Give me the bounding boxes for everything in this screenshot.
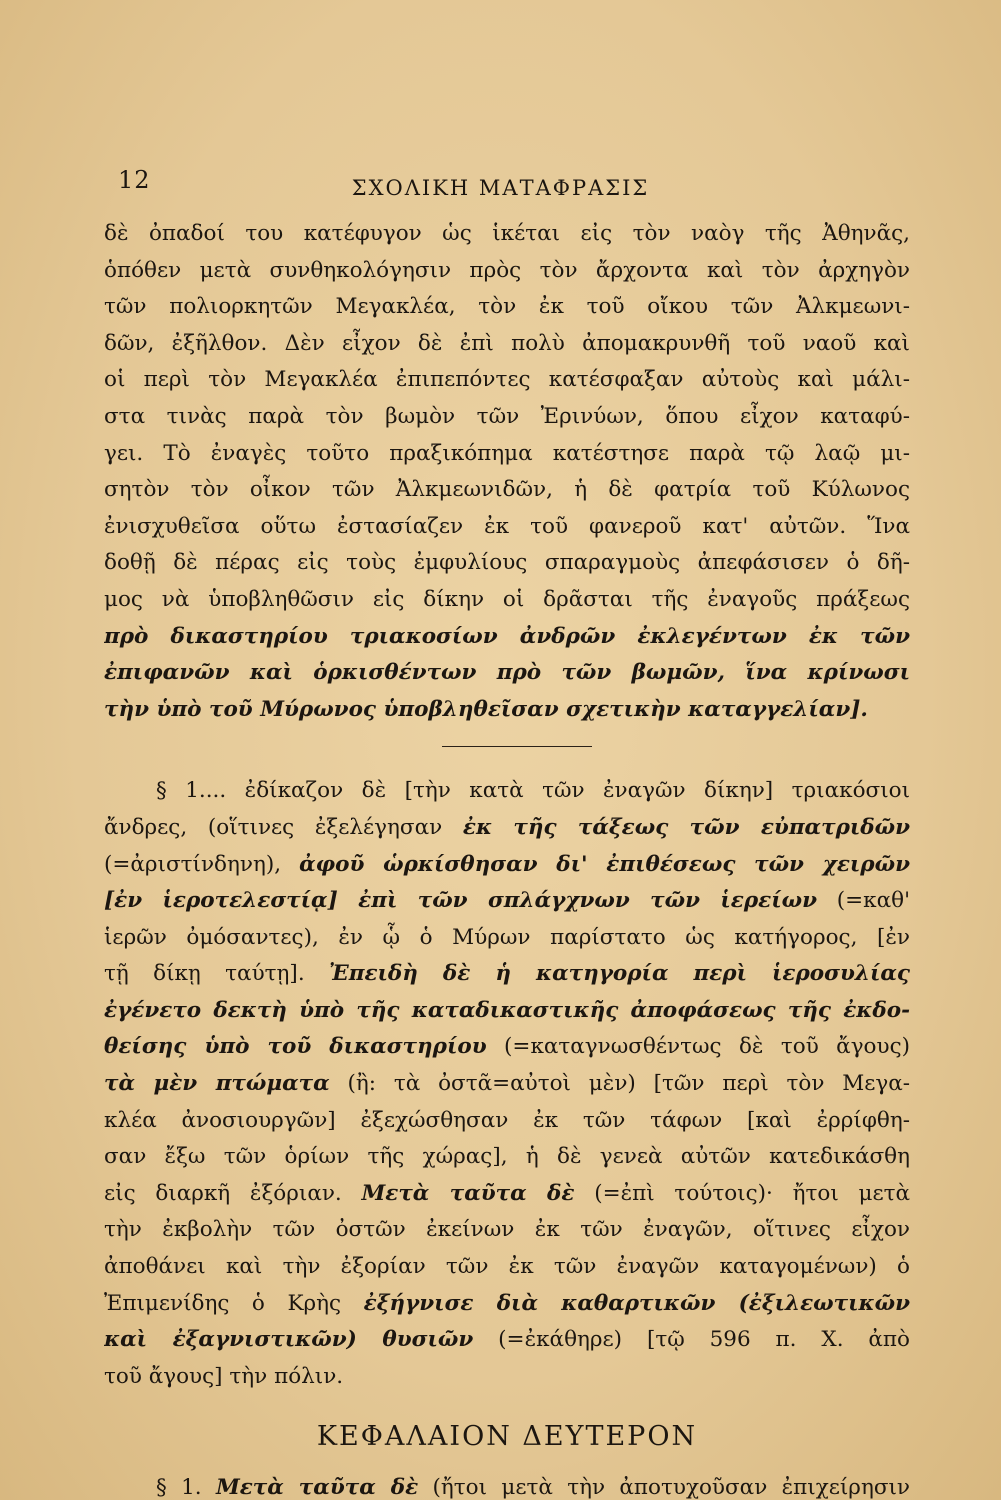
text-line [104, 692, 910, 729]
page-number: 12 [118, 166, 151, 194]
text-segment: (ἤτοι μετὰ τὴν ἀποτυχοῦσαν ἐπιχείρησιν [418, 1475, 910, 1500]
text-line [104, 883, 910, 920]
text-segment: (=ἐκάθηρε) [τῷ 596 π. Χ. ἀπὸ [473, 1327, 910, 1353]
emphasized-text: ἐξήγνισε διὰ καθαρτικῶν (ἐξιλεωτικῶν [363, 1290, 910, 1316]
text-line [104, 1139, 910, 1176]
running-head: ΣΧΟΛΙΚΗ ΜΑΤΑΦΡΑΣΙΣ [351, 176, 650, 200]
text-segment: κλέα ἀνοσιουργῶν] ἐξεχώσθησαν ἐκ τῶν τάφων [καὶ ἐρρίφθη- [104, 1107, 910, 1133]
text-segment: ἄνδρες, (οἵτινες ἐξελέγησαν [104, 814, 463, 840]
text-segment: οἱ περὶ τὸν Μεγακλέα ἐπιπεπόντες κατέσφαξαν αὐτοὺς καὶ μάλι- [104, 367, 910, 393]
emphasized-text: Μετὰ ταῦτα δὲ [361, 1180, 575, 1206]
emphasized-text: θείσης ὑπὸ τοῦ δικαστηρίου [104, 1034, 487, 1060]
emphasized-text: ἐπιφανῶν καὶ ὁρκισθέντων πρὸ τῶν βωμῶν, ἵνα κρίνωσι [104, 660, 910, 686]
text-segment: (=καθ' [817, 888, 910, 914]
text-segment: μος νὰ ὑποβληθῶσιν εἰς δίκην οἱ δρᾶσται τῆς ἐναγοῦς πράξεως [104, 586, 910, 612]
text-segment: γει. Τὸ ἐναγὲς τοῦτο πραξικόπημα κατέστησε παρὰ τῷ λαῷ μι- [104, 440, 910, 466]
text-line [104, 399, 910, 436]
text-line [104, 289, 910, 326]
text-line [104, 326, 910, 363]
text-segment: (=ἐπὶ τούτοις)· ἤτοι μετὰ [574, 1180, 910, 1206]
text-line [104, 436, 910, 473]
text-segment: ἱερῶν ὀμόσαντες), ἐν ᾧ ὁ Μύρων παρίστατο ὡς κατήγορος, [ἐν [104, 924, 910, 950]
text-segment: τῶν πολιορκητῶν Μεγακλέα, τὸν ἐκ τοῦ οἴκου τῶν Ἀλκμεωνι- [104, 294, 910, 320]
text-line [104, 509, 910, 546]
text-line [104, 1322, 910, 1359]
text-line [104, 1066, 910, 1103]
text-segment: ὁπόθεν μετὰ συνθηκολόγησιν πρὸς τὸν ἄρχοντα καὶ τὸν ἀρχηγὸν [104, 257, 910, 283]
text-segment: δοθῇ δὲ πέρας εἰς τοὺς ἐμφυλίους σπαραγμοὺς ἀπεφάσισεν ὁ δῆ- [104, 550, 910, 576]
text-line [104, 920, 910, 957]
text-line [104, 956, 910, 993]
section-1-paragraph [104, 216, 910, 728]
emphasized-text: πρὸ δικαστηρίου τριακοσίων ἀνδρῶν ἐκλεγέντων ἐκ τῶν [104, 623, 910, 649]
text-line [104, 582, 910, 619]
text-segment: τοῦ ἄγους] τὴν πόλιν. [104, 1363, 344, 1389]
emphasized-text: τὰ μὲν πτώματα [104, 1071, 330, 1097]
text-line [104, 1212, 910, 1249]
text-segment: (=ἀριστίνδηνη), [104, 851, 300, 877]
body-text [104, 216, 910, 1500]
chapter-heading: ΚΕΦΑΛΑΙΟΝ ΔΕΥΤΕΡΟΝ [316, 1421, 698, 1453]
text-segment: εἰς διαρκῆ ἐξόριαν. [104, 1180, 362, 1206]
text-line [104, 1103, 910, 1140]
text-segment: ἀποθάνει καὶ τὴν ἐξορίαν τῶν ἐκ τῶν ἐναγῶν καταγομένων) ὁ [104, 1254, 910, 1280]
text-line [104, 993, 910, 1030]
text-line [104, 810, 910, 847]
text-segment: Ἐπιμενίδης ὁ Κρὴς [104, 1290, 364, 1316]
chapter-paragraph [104, 1470, 910, 1500]
text-line [104, 216, 910, 253]
emphasized-text: καὶ ἐξαγνιστικῶν) θυσιῶν [104, 1327, 474, 1353]
text-segment: § 1. [156, 1475, 216, 1500]
text-segment: ἐνισχυθεῖσα οὕτω ἐστασίαζεν ἐκ τοῦ φανεροῦ κατ' αὐτῶν. Ἵνα [104, 513, 910, 539]
emphasized-text: τὴν ὑπὸ τοῦ Μύρωνος ὑποβληθεῖσαν σχετικὴν καταγγελίαν]. [104, 696, 868, 722]
text-segment: σητὸν τὸν οἶκον τῶν Ἀλκμεωνιδῶν, ἡ δὲ φατρία τοῦ Κύλωνος [104, 477, 910, 503]
emphasized-text: Μετὰ ταῦτα δὲ [215, 1475, 419, 1500]
emphasized-text: ἐγένετο δεκτὴ ὑπὸ τῆς καταδικαστικῆς ἀποφάσεως τῆς ἐκδο- [104, 997, 910, 1023]
emphasized-text: Ἐπειδὴ δὲ ἡ κατηγορία περὶ ἱεροσυλίας [329, 961, 910, 987]
text-line [104, 773, 910, 810]
emphasized-text: ἀφοῦ ὡρκίσθησαν δι' ἐπιθέσεως τῶν χειρῶν [299, 851, 910, 877]
text-line [104, 362, 910, 399]
text-segment: σαν ἔξω τῶν ὁρίων τῆς χώρας], ἡ δὲ γενεὰ αὐτῶν κατεδικάσθη [104, 1144, 910, 1170]
text-line [104, 619, 910, 656]
text-line [104, 1176, 910, 1213]
text-line [104, 1249, 910, 1286]
text-line [104, 1286, 910, 1323]
section-2-paragraph [104, 773, 910, 1395]
text-line [104, 1359, 910, 1396]
text-segment: δῶν, ἐξῆλθον. Δὲν εἶχον δὲ ἐπὶ πολὺ ἀπομακρυνθῆ τοῦ ναοῦ καὶ [104, 330, 910, 356]
text-segment: στα τινὰς παρὰ τὸν βωμὸν τῶν Ἐρινύων, ὅπου εἶχον καταφύ- [104, 403, 910, 429]
emphasized-text: ἐκ τῆς τάξεως τῶν εὐπατριδῶν [462, 814, 910, 840]
text-segment: τῇ δίκῃ ταύτῃ]. [104, 961, 329, 987]
text-line [104, 472, 910, 509]
text-line [104, 253, 910, 290]
text-line [104, 655, 910, 692]
text-line [104, 545, 910, 582]
spacer [104, 747, 910, 773]
emphasized-text: [ἐν ἱεροτελεστίᾳ] ἐπὶ τῶν σπλάγχνων τῶν ἱερείων [104, 888, 818, 914]
text-line [104, 847, 910, 884]
text-segment: δὲ ὀπαδοί του κατέφυγον ὡς ἱκέται εἰς τὸν ναὸγ τῆς Ἀθηνᾶς, [104, 221, 910, 246]
text-segment: (=καταγνωσθέντως δὲ τοῦ ἄγους) [486, 1034, 910, 1060]
text-line [104, 1470, 910, 1500]
text-segment: § 1.... ἐδίκαζον δὲ [τὴν κατὰ τῶν ἐναγῶν δίκην] τριακόσιοι [156, 778, 910, 804]
text-segment: τὴν ἐκβολὴν τῶν ὀστῶν ἐκείνων ἐκ τῶν ἐναγῶν, οἵτινες εἶχον [104, 1217, 910, 1243]
text-segment: (ἢ: τὰ ὀστᾶ=αὐτοὶ μὲν) [τῶν περὶ τὸν Μεγα- [329, 1071, 910, 1097]
text-line [104, 1029, 910, 1066]
